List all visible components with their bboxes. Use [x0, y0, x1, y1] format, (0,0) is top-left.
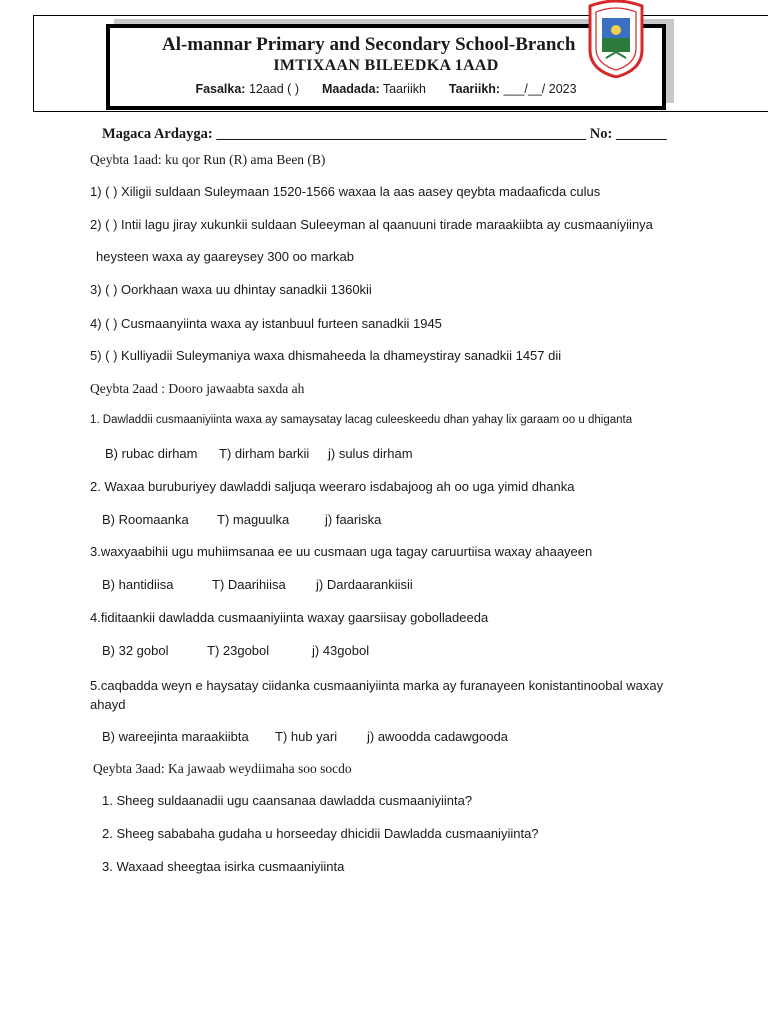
option-t: T) 23gobol — [207, 643, 270, 658]
student-name-line — [102, 126, 672, 143]
school-name: Al-mannar Primary and Secondary School-Branch — [162, 34, 576, 55]
option-b: B) rubac dirham — [105, 446, 198, 461]
mc-question-2: 2. Waxaa buruburiyey dawladdi saljuqa weeraro isdabajoog ah oo uga yimid dhanka — [90, 479, 575, 494]
class-label: Fasalka: — [195, 82, 246, 96]
mc-question-5: 5.caqbadda weyn e haysatay ciidanka cusmaaniyiinta marka ay furanayeen konistantinoobal waxay ahayd — [90, 678, 664, 712]
exam-title: IMTIXAAN BILEEDKA 1AAD — [273, 57, 499, 74]
mc-question-4: 4.fiditaankii dawladda cusmaaniyiinta waxay gaarsiisay gobolladeeda — [90, 610, 489, 625]
number-label: No: — [589, 126, 613, 142]
open-question-3: 3. Waxaad sheegtaa isirka cusmaaniyiinta — [102, 859, 345, 874]
option-j: j) 43gobol — [312, 643, 370, 658]
mc-options-3 — [102, 577, 768, 592]
class-value: 12aad ( ) — [248, 82, 299, 96]
option-j: j) sulus dirham — [328, 446, 413, 461]
school-logo — [586, 0, 646, 78]
date-label: Taariikh: — [448, 82, 501, 96]
tf-item-2-cont: heysteen waxa ay gaareysey 300 oo markab — [96, 249, 354, 264]
mc-question-1: 1. Dawladdii cusmaaniyiinta waxa ay samaysatay lacag culeeskeedu dhan yahay lix garaam oo u dhiganta — [90, 414, 633, 426]
option-j: j) Dardaarankiisii — [316, 577, 413, 592]
mc-options-4 — [102, 643, 768, 658]
mc-question-3: 3.waxyaabihii ugu muhiimsanaa ee uu cusmaan uga tagay caruurtiisa waxay ahaayeen — [90, 544, 593, 559]
name-label: Magaca Ardayga: — [102, 126, 213, 142]
section3-title: Qeybta 3aad: Ka jawaab weydiimaha soo socdo — [93, 761, 352, 776]
subject-value: Taariikh — [382, 82, 426, 96]
mc-options-5 — [102, 729, 768, 744]
tf-item-2: 2) ( ) Intii lagu jiray xukunkii suldaan Suleeyman al qaanuuni tirade maraakiibta ay cusmaaniyiinya — [90, 217, 653, 232]
option-t: T) hub yari — [275, 729, 338, 744]
option-j: j) awoodda cadawgooda — [367, 729, 508, 744]
option-b: B) hantidiisa — [102, 577, 174, 592]
open-question-2: 2. Sheeg sababaha gudaha u horseeday dhicidii Dawladda cusmaaniyiinta? — [102, 826, 539, 841]
option-b: B) 32 gobol — [102, 643, 169, 658]
open-question-1: 1. Sheeg suldaanadii ugu caansanaa dawladda cusmaaniyiinta? — [102, 793, 473, 808]
option-b: B) Roomaanka — [102, 512, 189, 527]
tf-item-1: 1) ( ) Xiligii suldaan Suleymaan 1520-1566 waxaa la aas aasey qeybta madaaficda culus — [90, 184, 601, 199]
mc-options-2 — [102, 512, 768, 527]
option-j: j) faariska — [325, 512, 382, 527]
option-b: B) wareejinta maraakiibta — [102, 729, 249, 744]
exam-meta — [110, 82, 662, 96]
option-t: T) Daarihiisa — [212, 577, 286, 592]
tf-item-4: 4) ( ) Cusmaanyiinta waxa ay istanbuul furteen sanadkii 1945 — [90, 316, 442, 331]
number-blank[interactable]: _______ — [615, 126, 667, 142]
option-t: T) dirham barkii — [219, 446, 310, 461]
tf-item-3: 3) ( ) Oorkhaan waxa uu dhintay sanadkii 1360kii — [90, 282, 372, 297]
date-value: ___/__/ 2023 — [503, 82, 577, 96]
section2-title: Qeybta 2aad : Dooro jawaabta saxda ah — [90, 381, 305, 396]
subject-label: Maadada: — [321, 82, 380, 96]
mc-options-1 — [105, 446, 768, 461]
option-t: T) maguulka — [217, 512, 290, 527]
header-box — [106, 24, 666, 110]
tf-item-5: 5) ( ) Kulliyadii Suleymaniya waxa dhismaheeda la dhameystiray sanadkii 1457 dii — [90, 348, 562, 363]
section1-title: Qeybta 1aad: ku qor Run (R) ama Been (B) — [90, 152, 326, 167]
name-blank[interactable]: ___________________________________________________ — [216, 126, 587, 142]
